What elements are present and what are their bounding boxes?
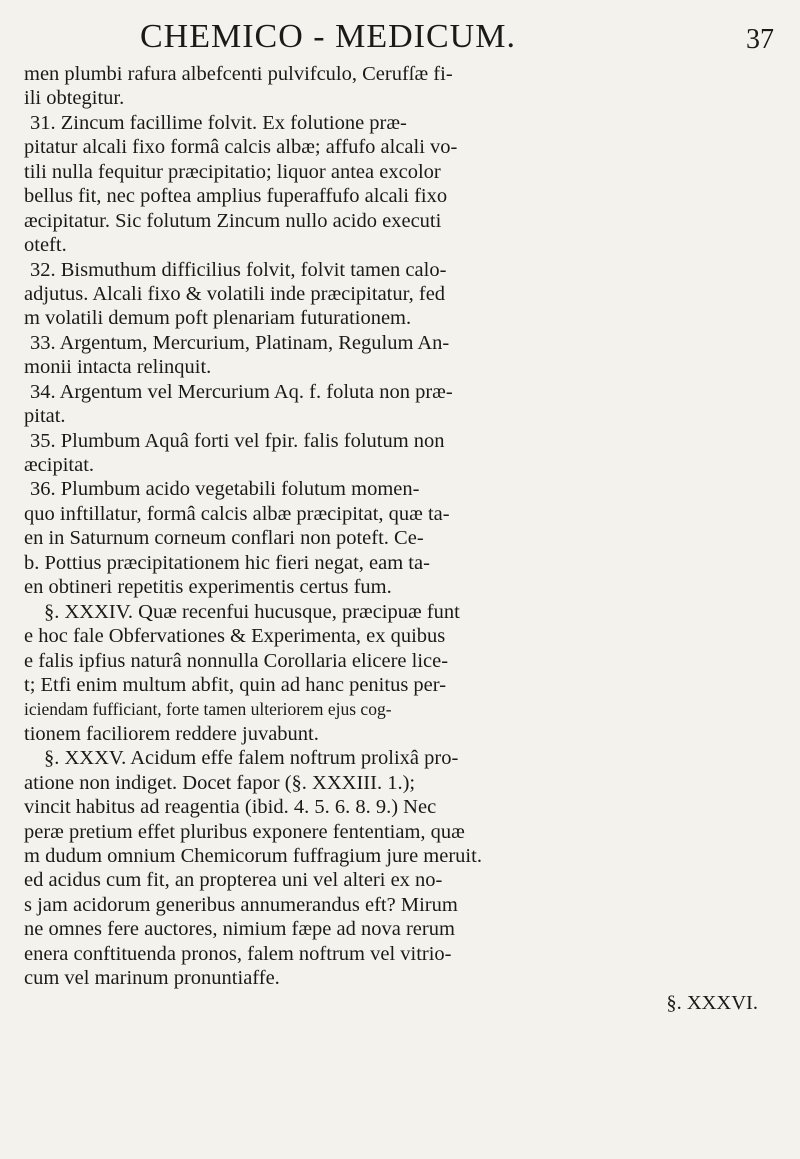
text-line: ili obtegitur.: [24, 87, 125, 110]
catchword: §. XXXVI.: [666, 991, 758, 1014]
text-line: m dudum omnium Chemicorum fuffragium jure meruit.: [24, 845, 482, 867]
text-line: t; Etfi enim multum abfit, quin ad hanc penitus per-: [24, 673, 447, 696]
section-36: 36. Plumbum acido vegetabili folutum momen-: [30, 478, 420, 501]
page-header: [0, 18, 800, 62]
running-head: CHEMICO - MEDICUM.: [140, 18, 516, 55]
text-line: peræ pretium effet pluribus exponere fententiam, quæ: [24, 820, 465, 843]
paragraph-xxxiv: §. XXXIV. Quæ recenfui hucusque, præcipuæ funt: [44, 600, 460, 623]
text-line: e falis ipfius naturâ nonnulla Corollaria elicere lice-: [24, 649, 449, 672]
text-line: æcipitatur. Sic folutum Zincum nullo acido executi: [24, 209, 442, 232]
text-line: ed acidus cum fit, an propterea uni vel alteri ex no-: [24, 869, 443, 892]
text-line: e hoc fale Obfervationes & Experimenta, ex quibus: [24, 625, 446, 648]
text-line: monii intacta relinquit.: [24, 356, 212, 379]
section-34: 34. Argentum vel Mercurium Aq. f. foluta non præ-: [30, 380, 453, 403]
text-line: quo inftillatur, formâ calcis albæ præcipitat, quæ ta-: [24, 502, 450, 525]
text-line: m volatili demum poft plenariam futurationem.: [24, 307, 412, 330]
text-line: cum vel marinum pronuntiaffe.: [24, 967, 280, 990]
text-line: pitat.: [24, 405, 66, 428]
text-line: tionem faciliorem reddere juvabunt.: [24, 722, 319, 745]
text-line: æcipitat.: [24, 454, 95, 476]
text-line: adjutus. Alcali fixo & volatili inde præcipitatur, fed: [24, 282, 446, 305]
section-35: 35. Plumbum Aquâ forti vel fpir. falis folutum non: [30, 429, 445, 452]
text-line: atione non indiget. Docet fapor (§. XXXIII. 1.);: [24, 771, 416, 794]
text-line: pitatur alcali fixo formâ calcis albæ; affufo alcali vo-: [24, 136, 458, 159]
text-line: men plumbi rafura albefcenti pulvifculo, Cerufſæ fi-: [24, 63, 453, 85]
text-line: iciendam fufficiant, forte tamen ulteriorem ejus cog-: [24, 699, 392, 720]
text-line: s jam acidorum generibus annumerandus eft? Mirum: [24, 893, 458, 916]
section-31: 31. Zincum facillime folvit. Ex folutione præ-: [30, 111, 407, 134]
text-line: oteft.: [24, 234, 67, 257]
text-line: ne omnes fere auctores, nimium fæpe ad nova rerum: [24, 918, 455, 941]
text-line: vincit habitus ad reagentia (ibid. 4. 5. 6. 8. 9.) Nec: [24, 796, 437, 819]
text-body: [24, 62, 784, 1015]
text-line: b. Pottius præcipitationem hic fieri negat, eam ta-: [24, 551, 430, 574]
text-line: tili nulla fequitur præcipitatio; liquor antea excolor: [24, 160, 441, 183]
text-line: enera conftituenda pronos, falem noftrum vel vitrio-: [24, 942, 452, 965]
section-33: 33. Argentum, Mercurium, Platinam, Regulum An-: [30, 331, 450, 354]
text-line: en in Saturnum corneum conflari non poteft. Ce-: [24, 527, 424, 550]
paragraph-xxxv: §. XXXV. Acidum effe falem noftrum prolixâ pro-: [44, 747, 459, 770]
page-number: 37: [746, 24, 774, 55]
text-line: bellus fit, nec poftea amplius fuperaffufo alcali fixo: [24, 185, 448, 208]
section-32: 32. Bismuthum difficilius folvit, folvit tamen calo-: [30, 258, 447, 281]
text-line: en obtineri repetitis experimentis certus fum.: [24, 576, 392, 599]
